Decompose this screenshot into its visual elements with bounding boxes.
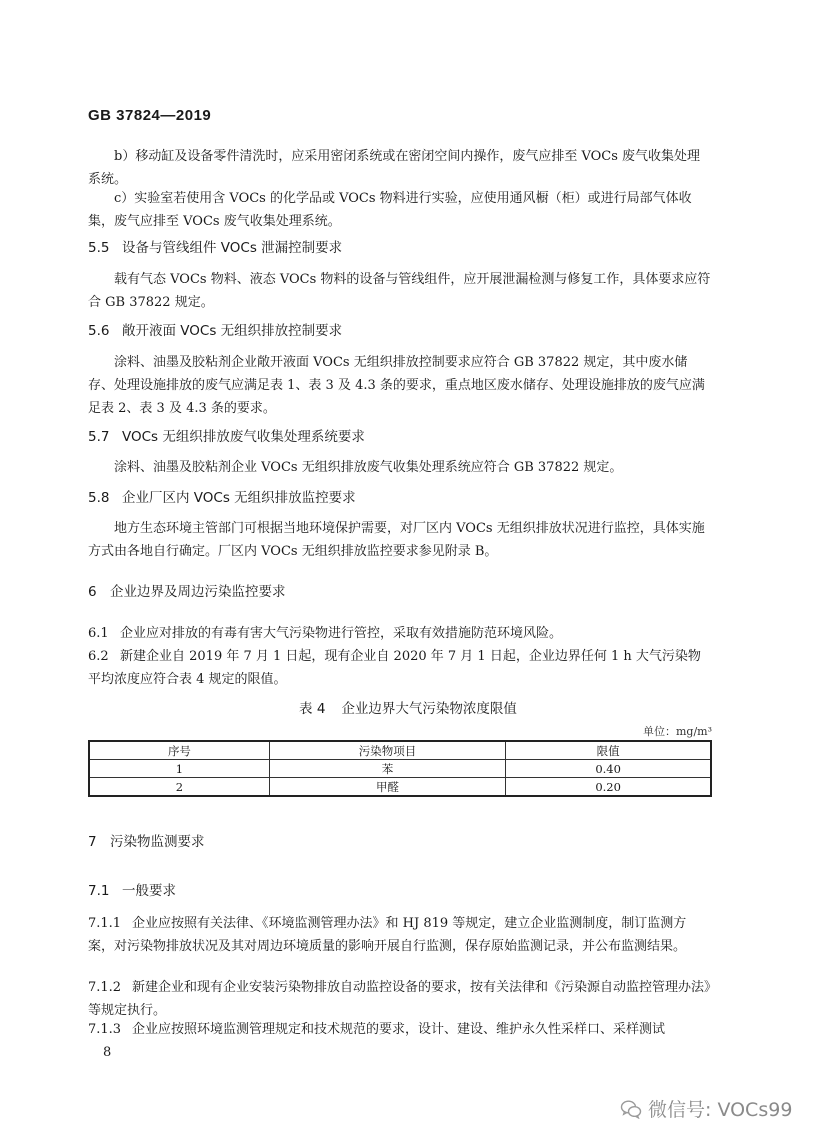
section-number: 5.6 [88,323,110,339]
section-7-1-2 [88,976,712,1022]
table-row [89,778,711,797]
clause-number: 7.1.3 [88,1022,122,1037]
clause-number: 7.1.2 [88,980,122,995]
section-number: 6 [88,584,97,600]
section-number: 5.7 [88,429,110,445]
clause-number: 7.1.1 [88,916,122,931]
section-number: 5.5 [88,240,110,256]
cell-item: 甲醛 [269,778,505,797]
table-4 [88,740,712,797]
clause-body: 企业应对排放的有毒有害大气污染物进行管控，采取有效措施防范环境风险。 [120,626,563,641]
clause-body: 新建企业自 2019 年 7 月 1 日起，现有企业自 2020 年 7 月 1 日起，企业边界任何 1 h 大气污染物平均浓度应符合表 4 规定的限值。 [88,649,701,687]
section-5-7-heading [88,426,365,448]
section-6-2 [88,645,712,691]
watermark-text: 微信号: VOCs99 [648,1099,793,1121]
section-6-1 [88,622,712,645]
cell-no: 2 [89,778,269,797]
wechat-icon [620,1099,642,1119]
section-7-1-3 [88,1018,712,1041]
section-number: 7 [88,834,97,850]
section-5-7-body: 涂料、油墨及胶粘剂企业 VOCs 无组织排放废气收集处理系统应符合 GB 37822 规定。 [114,460,623,475]
table-row [89,760,711,778]
cell-no: 1 [89,760,269,778]
section-7-1-1 [88,912,712,958]
section-7-heading [88,831,205,853]
page-number: 8 [103,1045,112,1060]
section-7-1-heading [88,880,176,902]
section-number: 7.1 [88,883,110,899]
paragraph-b: b）移动缸及设备零件清洗时，应采用密闭系统或在密闭空间内操作，废气应排至 VOCs 废气收集处理系统。 [88,149,701,187]
standard-number: GB 37824—2019 [88,107,212,124]
clause-body: 企业应按照环境监测管理规定和技术规范的要求，设计、建设、维护永久性采样口、采样测试 [132,1022,666,1037]
section-title: 企业边界及周边污染监控要求 [110,584,286,600]
header-item: 污染物项目 [269,741,505,760]
section-5-8-heading [88,487,356,509]
wechat-watermark [620,1095,792,1122]
section-5-5-body: 载有气态 VOCs 物料、液态 VOCs 物料的设备与管线组件，应开展泄漏检测与修复工作，具体要求应符合 GB 37822 规定。 [88,272,711,310]
clause-body: 企业应按照有关法律、《环境监测管理办法》和 HJ 819 等规定，建立企业监测制度，制订监测方案，对污染物排放状况及其对周边环境质量的影响开展自行监测，保存原始监测记录，并公布监测结果。 [88,916,687,954]
header-limit: 限值 [506,741,711,760]
cell-limit: 0.40 [506,760,711,778]
section-number: 5.8 [88,490,110,506]
header-no: 序号 [89,741,269,760]
table-title: 企业边界大气污染物浓度限值 [341,701,517,717]
table-label: 表 4 [299,701,326,717]
paragraph-c: c）实验室若使用含 VOCs 的化学品或 VOCs 物料进行实验，应使用通风橱（柜）或进行局部气体收集，废气应排至 VOCs 废气收集处理系统。 [88,191,692,229]
section-title: 企业厂区内 VOCs 无组织排放监控要求 [122,490,356,506]
section-title: 敞开液面 VOCs 无组织排放控制要求 [122,323,343,339]
section-5-6-body: 涂料、油墨及胶粘剂企业敞开液面 VOCs 无组织排放控制要求应符合 GB 37822 规定，其中废水储存、处理设施排放的废气应满足表 1、表 3 及 4.3 条的要求，重点地区废水储存、处理设施排放的废气应满足表 2、表 3 及 4.3 条的要求。 [88,355,705,416]
clause-number: 6.2 [88,649,109,664]
table-header-row [89,741,711,760]
cell-limit: 0.20 [506,778,711,797]
section-title: 设备与管线组件 VOCs 泄漏控制要求 [122,240,343,256]
section-title: 一般要求 [122,883,176,899]
table-unit: 单位：mg/m³ [642,725,712,738]
section-title: 污染物监测要求 [110,834,205,850]
table-4-caption [0,697,816,717]
section-title: VOCs 无组织排放废气收集处理系统要求 [122,429,365,445]
clause-number: 6.1 [88,626,109,641]
section-5-8-body: 地方生态环境主管部门可根据当地环境保护需要，对厂区内 VOCs 无组织排放状况进行监控，具体实施方式由各地自行确定。厂区内 VOCs 无组织排放监控要求参见附录 B。 [88,521,705,559]
section-5-6-heading [88,320,342,342]
section-6-heading [88,581,286,603]
cell-item: 苯 [269,760,505,778]
section-5-5-heading [88,237,342,259]
clause-body: 新建企业和现有企业安装污染物排放自动监控设备的要求，按有关法律和《污染源自动监控管理办法》等规定执行。 [88,980,711,1018]
